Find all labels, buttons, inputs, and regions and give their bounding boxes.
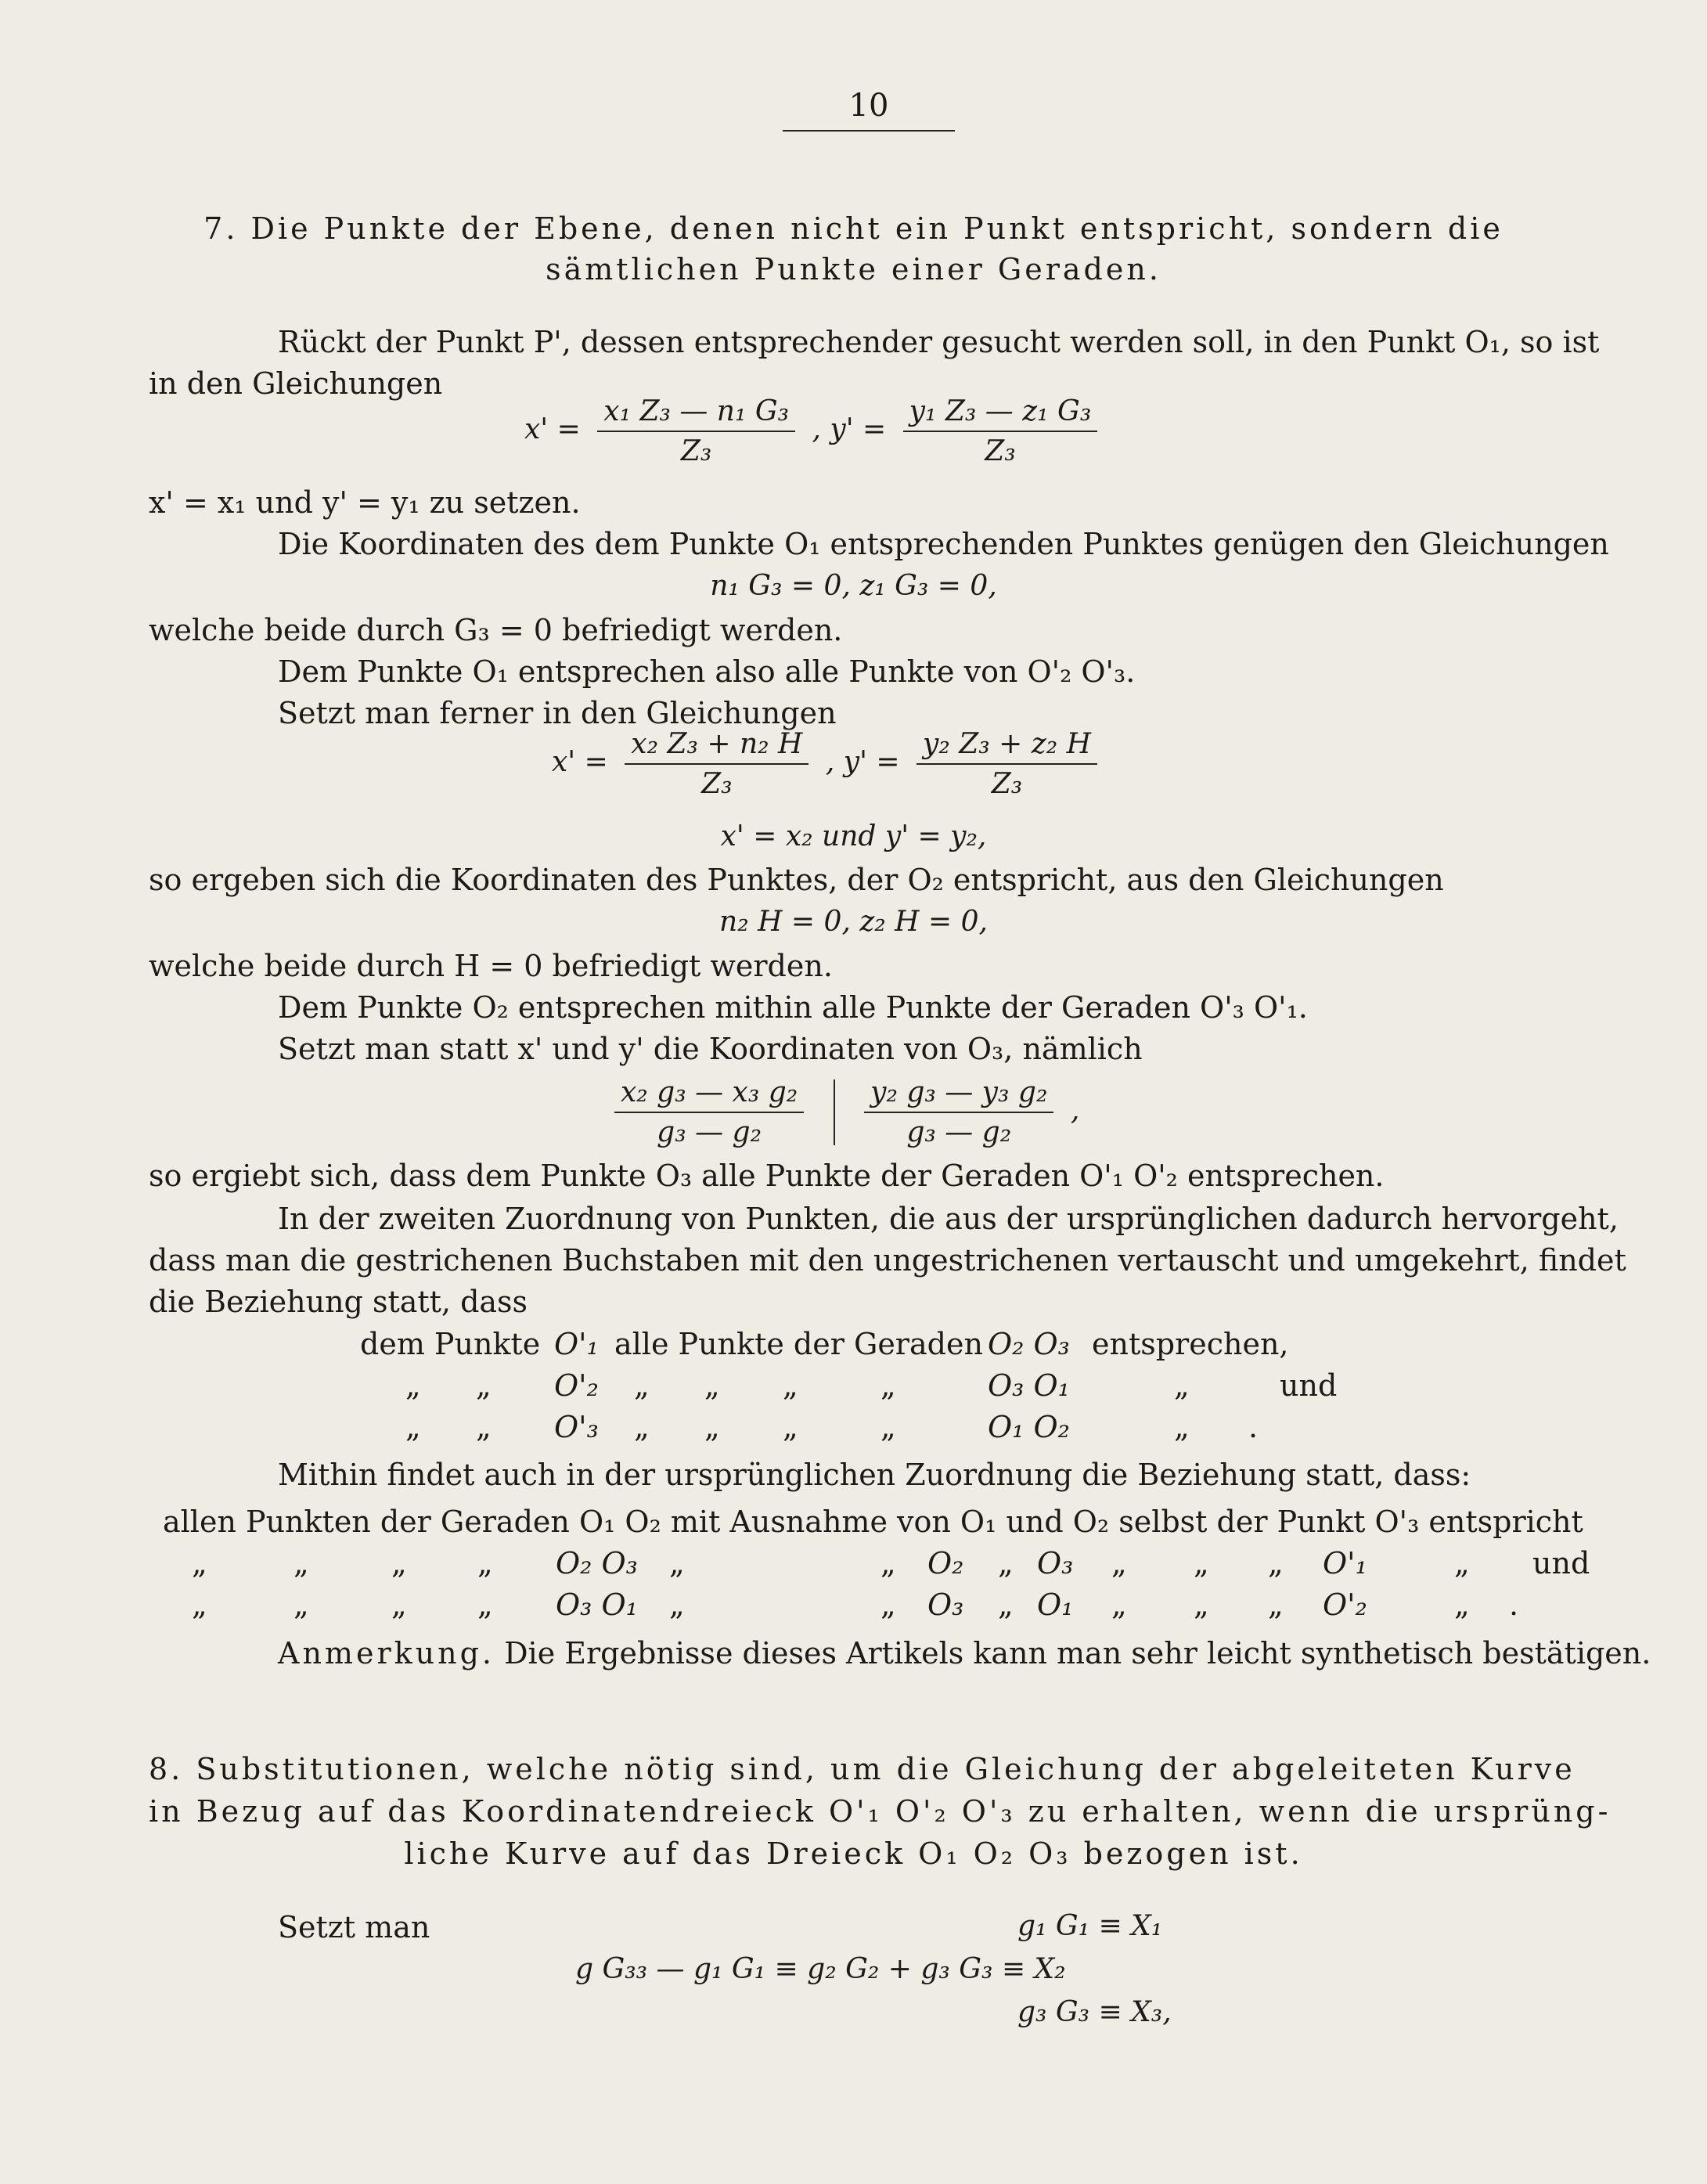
rel4-q6: „	[881, 1546, 896, 1580]
note-text: Die Ergebnisse dieses Artikels kann man sehr leicht synthetisch bestätigen.	[504, 1636, 1651, 1670]
section7-paragraph12-line2: dass man die gestrichenen Buchstaben mit den ungestrichenen vertauscht und umgekehrt, findet	[149, 1243, 1626, 1278]
rel2-q4: „	[704, 1368, 720, 1403]
section8-equation2: g G₃₃ — g₁ G₁ ≡ g₂ G₂ + g₃ G₃ ≡ X₂	[575, 1953, 1066, 1985]
formula-6-den-x: g₃ — g₂	[657, 1116, 762, 1148]
rel4-q3: „	[391, 1546, 407, 1580]
formula-3-fraction-x	[625, 728, 808, 800]
section7-paragraph13: Mithin findet auch in der ursprünglichen Zuordnung die Beziehung statt, dass:	[278, 1458, 1471, 1492]
rel5-q11: „	[1454, 1588, 1470, 1622]
formula-3-num-y: y₂ Z₃ + z₂ H	[917, 728, 1097, 765]
rel5-e: .	[1509, 1588, 1519, 1622]
rel4-q5: „	[669, 1546, 685, 1580]
formula-5: n₂ H = 0, z₂ H = 0,	[719, 906, 988, 938]
rel1-c: alle Punkte der Geraden	[614, 1327, 983, 1361]
rel3-q3: „	[634, 1410, 650, 1444]
rel3-q6: „	[881, 1410, 896, 1444]
formula-1	[524, 395, 1105, 467]
rel5-a: O₃ O₁	[556, 1588, 638, 1622]
rel1-a: dem Punkte	[360, 1327, 541, 1361]
rel4-q1: „	[192, 1546, 207, 1580]
rel5-q7: „	[998, 1588, 1014, 1622]
section7-paragraph14: allen Punkten der Geraden O₁ O₂ mit Ausnahme von O₁ und O₂ selbst der Punkt O'₃ entspricht	[163, 1505, 1583, 1539]
formula-3-fraction-y	[917, 728, 1097, 800]
rel1-b: O'₁	[554, 1327, 599, 1361]
rel3-e: .	[1248, 1410, 1259, 1444]
rel5-q4: „	[477, 1588, 493, 1622]
section8-title-line1: 8. Substitutionen, welche nötig sind, um die Gleichung der abgeleiteten Kurve	[149, 1752, 1576, 1786]
rel5-c: O₁	[1037, 1588, 1074, 1622]
rel2-q6: „	[881, 1368, 896, 1403]
rel4-e: und	[1532, 1546, 1590, 1580]
rel4-q7: „	[998, 1546, 1014, 1580]
rel2-b: O'₂	[554, 1368, 599, 1403]
formula-1-den-y: Z₃	[985, 435, 1016, 467]
rel3-q4: „	[704, 1410, 720, 1444]
note-label: Anmerkung.	[278, 1636, 495, 1670]
page-number: 10	[783, 88, 955, 132]
formula-6	[607, 1076, 1079, 1148]
formula-6-num-y: y₂ g₃ — y₃ g₂	[864, 1076, 1053, 1113]
rel4-q10: „	[1268, 1546, 1284, 1580]
section7-paragraph12-line1: In der zweiten Zuordnung von Punkten, die aus der ursprünglichen dadurch hervorgeht,	[278, 1202, 1619, 1236]
formula-3-den-x: Z₃	[701, 768, 733, 800]
rel2-d: O₃ O₁	[988, 1368, 1070, 1403]
section7-paragraph10: Setzt man statt x' und y' die Koordinaten von O₃, nämlich	[278, 1032, 1143, 1066]
rel5-q1: „	[192, 1588, 207, 1622]
rel2-q1: „	[405, 1368, 421, 1403]
rel3-q7: „	[1174, 1410, 1190, 1444]
section7-paragraph5: Dem Punkte O₁ entsprechen also alle Punkte von O'₂ O'₃.	[278, 654, 1136, 689]
formula-2: n₁ G₃ = 0, z₁ G₃ = 0,	[710, 570, 997, 602]
rel5-q5: „	[669, 1588, 685, 1622]
formula-1-mid: , y' =	[812, 413, 887, 445]
section8-title-line3: liche Kurve auf das Dreieck O₁ O₂ O₃ bezogen ist.	[404, 1836, 1303, 1871]
formula-3-mid: , y' =	[825, 746, 900, 778]
rel2-q7: „	[1174, 1368, 1190, 1403]
formula-6-fraction-x	[614, 1076, 804, 1148]
formula-1-num-y: y₁ Z₃ — z₁ G₃	[903, 395, 1098, 432]
section7-paragraph1-line1: Rückt der Punkt P', dessen entsprechender gesucht werden soll, in den Punkt O₁, so ist	[278, 325, 1600, 359]
rel4-q8: „	[1111, 1546, 1127, 1580]
rel4-a: O₂ O₃	[556, 1546, 638, 1580]
rel5-b: O₃	[927, 1588, 964, 1622]
section7-paragraph11: so ergiebt sich, dass dem Punkte O₃ alle Punkte der Geraden O'₁ O'₂ entsprechen.	[149, 1159, 1385, 1193]
section7-paragraph4: welche beide durch G₃ = 0 befriedigt werden.	[149, 613, 843, 647]
rel5-q10: „	[1268, 1588, 1284, 1622]
rel2-q3: „	[634, 1368, 650, 1403]
rel4-b: O₂	[927, 1546, 964, 1580]
rel3-q5: „	[783, 1410, 798, 1444]
rel5-q2: „	[294, 1588, 309, 1622]
rel4-q11: „	[1454, 1546, 1470, 1580]
section7-paragraph7: so ergeben sich die Koordinaten des Punktes, der O₂ entspricht, aus den Gleichungen	[149, 863, 1444, 897]
formula-1-num-x: x₁ Z₃ — n₁ G₃	[597, 395, 795, 432]
section8-title-line2: in Bezug auf das Koordinatendreieck O'₁ O'₂ O'₃ zu erhalten, wenn die ursprüng-	[149, 1794, 1612, 1829]
rel3-d: O₁ O₂	[988, 1410, 1070, 1444]
formula-1-fraction-x	[597, 395, 795, 467]
formula-1-left: x' =	[524, 413, 581, 445]
section7-paragraph3: Die Koordinaten des dem Punkte O₁ entsprechenden Punktes genügen den Gleichungen	[278, 527, 1609, 561]
formula-3-den-y: Z₃	[991, 768, 1023, 800]
rel4-q4: „	[477, 1546, 493, 1580]
section7-title-line1: 7. Die Punkte der Ebene, denen nicht ein Punkt entspricht, sondern die	[203, 211, 1504, 246]
formula-6-num-x: x₂ g₃ — x₃ g₂	[614, 1076, 804, 1113]
rel5-q3: „	[391, 1588, 407, 1622]
section7-paragraph9: Dem Punkte O₂ entsprechen mithin alle Punkte der Geraden O'₃ O'₁.	[278, 990, 1308, 1025]
rel4-d: O'₁	[1323, 1546, 1367, 1580]
rel5-d: O'₂	[1323, 1588, 1367, 1622]
section7-paragraph12-line3: die Beziehung statt, dass	[149, 1285, 528, 1319]
section7-title-line2: sämtlichen Punkte einer Geraden.	[546, 252, 1161, 287]
section7-paragraph2: x' = x₁ und y' = y₁ zu setzen.	[149, 485, 581, 520]
rel1-d: O₂ O₃	[988, 1327, 1070, 1361]
formula-1-den-x: Z₃	[680, 435, 712, 467]
rel2-q5: „	[783, 1368, 798, 1403]
relation-table-2	[0, 1546, 1707, 1632]
rel3-q1: „	[405, 1410, 421, 1444]
rel2-e: und	[1280, 1368, 1338, 1403]
formula-3	[552, 728, 1105, 800]
rel3-q2: „	[476, 1410, 492, 1444]
relation-table-1	[0, 1327, 1707, 1444]
rel5-q9: „	[1194, 1588, 1209, 1622]
formula-6-separator	[834, 1079, 835, 1145]
formula-1-fraction-y	[903, 395, 1098, 467]
rel5-q6: „	[881, 1588, 896, 1622]
rel4-q9: „	[1194, 1546, 1209, 1580]
rel1-e: entsprechen,	[1092, 1327, 1289, 1361]
rel4-c: O₃	[1037, 1546, 1074, 1580]
formula-6-den-y: g₃ — g₂	[906, 1116, 1012, 1148]
rel2-q2: „	[476, 1368, 492, 1403]
formula-3-left: x' =	[552, 746, 608, 778]
formula-6-fraction-y	[864, 1076, 1053, 1148]
formula-6-trail: ,	[1070, 1094, 1080, 1126]
rel4-q2: „	[294, 1546, 309, 1580]
rel5-q8: „	[1111, 1588, 1127, 1622]
section8-equation1: g₁ G₁ ≡ X₁	[1017, 1910, 1163, 1942]
formula-4: x' = x₂ und y' = y₂,	[720, 820, 987, 852]
section8-equation3: g₃ G₃ ≡ X₃,	[1017, 1996, 1172, 2028]
rel3-b: O'₃	[554, 1410, 599, 1444]
formula-3-num-x: x₂ Z₃ + n₂ H	[625, 728, 808, 765]
section7-paragraph6: Setzt man ferner in den Gleichungen	[278, 696, 837, 730]
section7-paragraph8: welche beide durch H = 0 befriedigt werden.	[149, 949, 833, 983]
section7-note	[278, 1636, 1651, 1670]
section8-paragraph1: Setzt man	[278, 1910, 430, 1944]
section7-paragraph1-line2: in den Gleichungen	[149, 366, 443, 401]
